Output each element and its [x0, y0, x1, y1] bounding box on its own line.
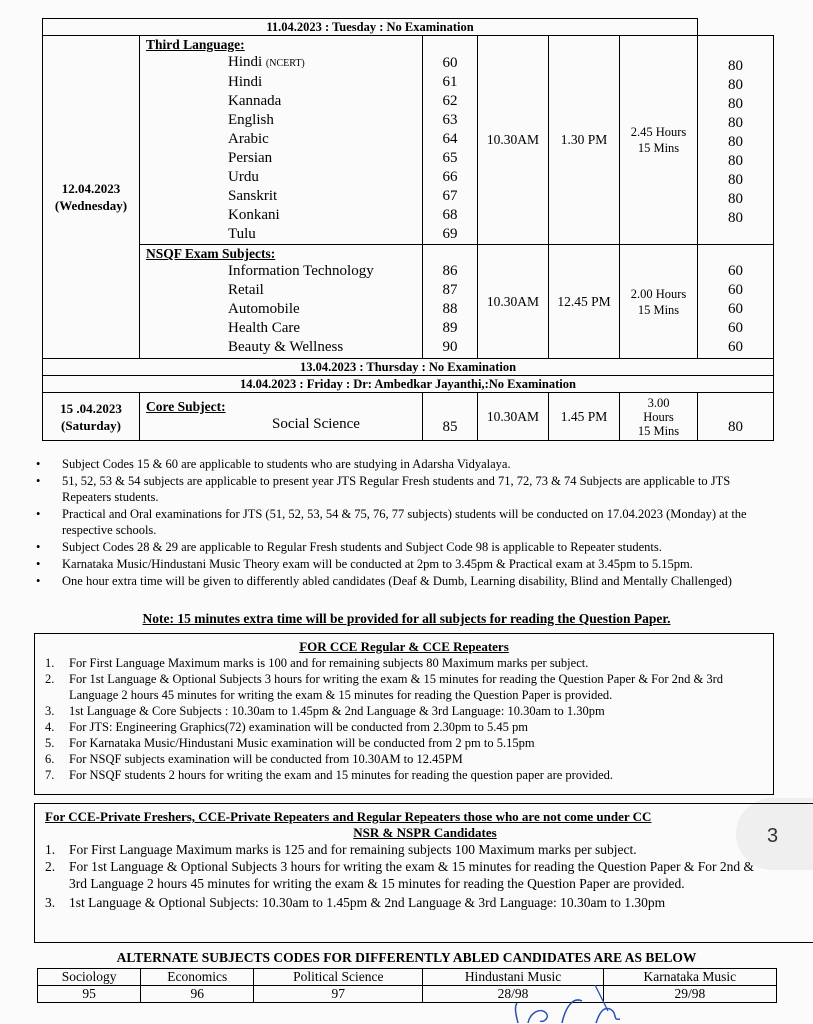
signature-scribble — [500, 985, 650, 1024]
core-subjects — [140, 393, 423, 441]
note-item: • Subject Codes 28 & 29 are applicable to Regular Fresh students and Subject Code 98 is applicable to Repeater students. — [36, 539, 776, 555]
max-marks: 80 — [728, 171, 743, 188]
rule-item: 2. For 1st Language & Optional Subjects 3 hours for writing the exam & 15 minutes for reading the Question Paper & For 2nd & 3rd Language 2 hours 45 minutes for writing the exam & 15 minutes for reading the Question Paper are provided. — [45, 859, 755, 891]
subject-name: Retail — [228, 282, 264, 298]
nsqf-duration: 2.00 Hours 15 Mins — [620, 245, 698, 359]
alternate-codes-table — [37, 968, 777, 1003]
alt-subject: Hindustani Music — [423, 969, 603, 986]
alt-subject: Economics — [141, 969, 254, 986]
alt-subject: Political Science — [254, 969, 423, 986]
nsqf-codes — [423, 245, 478, 359]
subject-name: Kannada — [228, 92, 282, 109]
subject-code: 88 — [442, 301, 458, 317]
subject-code: 69 — [442, 226, 458, 242]
alt-code: 28/98 — [423, 986, 603, 1003]
note-item: • 51, 52, 53 & 54 subjects are applicable to present year JTS Regular Fresh students and 71, 72, 73 & 74 Subjects are applicable to JTS Repeaters students. — [36, 473, 776, 505]
subject-name: Social Science — [272, 416, 360, 432]
rule-item: 5. For Karnataka Music/Hindustani Music examination will be conducted from 2 pm to 5.15pm — [45, 736, 535, 750]
page-number: 3 — [767, 825, 779, 847]
subject-code: 68 — [442, 207, 458, 223]
alt-code: 95 — [38, 986, 141, 1003]
subject-code: 89 — [442, 320, 458, 336]
subject-code: 87 — [442, 282, 458, 298]
core-start: 10.30AM — [478, 393, 549, 441]
subject-code: 63 — [442, 112, 458, 128]
nsqf-list — [140, 262, 422, 357]
alt-subject: Karnataka Music — [603, 969, 776, 986]
max-marks: 80 — [698, 393, 774, 441]
date-cell-15-04: 15 .04.2023 (Saturday) — [43, 393, 140, 441]
cce-private-subtitle: NSR & NSPR Candidates — [353, 825, 497, 840]
subject-name: Konkani — [228, 206, 280, 223]
alt-subject: Sociology — [38, 969, 141, 986]
max-marks: 80 — [728, 95, 743, 112]
max-marks: 80 — [728, 114, 743, 131]
cce-private-rules — [35, 841, 765, 911]
third-language-heading: Third Language: — [146, 36, 245, 52]
core-end: 1.45 PM — [549, 393, 620, 441]
max-marks: 80 — [728, 152, 743, 169]
subject-name: Urdu — [228, 168, 259, 185]
subject-code: 65 — [442, 150, 458, 166]
core-duration: 3.00 Hours 15 Mins — [620, 393, 698, 441]
rule-item: 3. 1st Language & Optional Subjects: 10.30am to 1.45pm & 2nd Language & 3rd Language: 10.30am to 1.30pm — [45, 895, 666, 910]
third-language-start: 10.30AM — [478, 36, 549, 245]
cce-private-box — [34, 803, 813, 943]
nsqf-marks — [698, 245, 774, 359]
note-item: • Karnataka Music/Hindustani Music Theory exam will be conducted at 2pm to 3.45pm & Practical exam at 3.45pm to 5.15pm. — [36, 556, 776, 572]
subject-name: Automobile — [228, 301, 300, 317]
third-language-codes — [423, 36, 478, 245]
third-language-subjects — [140, 36, 423, 245]
nsqf-subjects — [140, 245, 423, 359]
date-cell-12-04: 12.04.2023 (Wednesday) — [43, 36, 140, 359]
subject-code: 62 — [442, 93, 458, 109]
subject-name: Tulu — [228, 225, 256, 242]
rule-item: 2. For 1st Language & Optional Subjects 3 hours for writing the exam & 15 minutes for reading the Question Paper & For 2nd & 3rd Language 2 hours 45 minutes for writing the exam & 15 minutes for reading the Question Paper is provided. — [45, 672, 724, 702]
third-language-marks — [698, 36, 774, 245]
nsqf-heading: NSQF Exam Subjects: — [146, 246, 276, 261]
rule-item: 6. For NSQF subjects examination will be conducted from 10.30AM to 12.45PM — [45, 752, 463, 766]
subject-name: Hindi (NCERT) — [228, 53, 305, 70]
subject-code: 67 — [442, 188, 458, 204]
alternate-codes-heading: ALTERNATE SUBJECTS CODES FOR DIFFERENTLY ABLED CANDIDATES ARE AS BELOW — [116, 950, 697, 965]
subject-name: Arabic — [228, 130, 269, 147]
subject-code: 61 — [442, 74, 458, 90]
note-item: • Practical and Oral examinations for JTS (51, 52, 53, 54 & 75, 76, 77 subjects) students will be conducted on 17.04.2023 (Monday) at the respective schools. — [36, 506, 776, 538]
nsqf-start: 10.30AM — [478, 245, 549, 359]
notes-list — [36, 456, 776, 590]
exam-timetable — [42, 18, 774, 441]
subject-code: 60 — [442, 55, 458, 71]
subject-name: Sanskrit — [228, 187, 278, 204]
subject-name: Persian — [228, 149, 273, 166]
subject-code: 64 — [442, 131, 458, 147]
max-marks: 80 — [728, 190, 743, 207]
cce-regular-title: FOR CCE Regular & CCE Repeaters — [299, 639, 509, 654]
rule-item: 7. For NSQF students 2 hours for writing the exam and 15 minutes for reading the question paper are provided. — [45, 768, 613, 782]
subject-name: Information Technology — [228, 263, 374, 279]
cce-regular-rules — [35, 655, 773, 783]
note-item: • One hour extra time will be given to differently abled candidates (Deaf & Dumb, Learning disability, Blind and Mentally Challenged) — [36, 573, 776, 589]
no-exam-row-1: 11.04.2023 : Tuesday : No Examination — [43, 19, 698, 36]
subject-code: 90 — [442, 339, 458, 355]
max-marks: 80 — [728, 209, 743, 226]
cce-regular-box — [34, 633, 774, 795]
max-marks: 60 — [728, 263, 743, 279]
max-marks: 80 — [728, 76, 743, 93]
subject-code: 86 — [442, 263, 458, 279]
max-marks: 80 — [728, 57, 743, 74]
alt-code: 29/98 — [603, 986, 776, 1003]
subject-code: 66 — [442, 169, 458, 185]
alt-code: 97 — [254, 986, 423, 1003]
subject-name: Hindi — [228, 73, 263, 90]
subject-code: 85 — [423, 393, 478, 441]
third-language-duration: 2.45 Hours 15 Mins — [620, 36, 698, 245]
no-exam-row-3: 14.04.2023 : Friday : Dr: Ambedkar Jayanthi,:No Examination — [43, 376, 774, 393]
max-marks: 60 — [728, 282, 743, 298]
rule-item: 3. 1st Language & Core Subjects : 10.30am to 1.45pm & 2nd Language & 3rd Language: 10.30am to 1.30pm — [45, 704, 605, 718]
alt-code: 96 — [141, 986, 254, 1003]
max-marks: 80 — [728, 133, 743, 150]
subject-name: Beauty & Wellness — [228, 339, 344, 355]
reading-time-note: Note: 15 minutes extra time will be provided for all subjects for reading the Question Paper. — [142, 611, 671, 626]
third-language-list — [140, 53, 422, 244]
nsqf-end: 12.45 PM — [549, 245, 620, 359]
cce-private-title: For CCE-Private Freshers, CCE-Private Repeaters and Regular Repeaters those who are not come under CC — [45, 809, 652, 824]
max-marks: 60 — [728, 320, 743, 336]
note-item: • Subject Codes 15 & 60 are applicable to students who are studying in Adarsha Vidyalaya. — [36, 456, 776, 472]
max-marks: 60 — [728, 339, 743, 355]
subject-name: Health Care — [228, 320, 301, 336]
rule-item: 4. For JTS: Engineering Graphics(72) examination will be conducted from 2.30pm to 5.45 pm — [45, 720, 528, 734]
rule-item: 1. For First Language Maximum marks is 100 and for remaining subjects 80 Maximum marks per subject. — [45, 656, 589, 670]
rule-item: 1. For First Language Maximum marks is 125 and for remaining subjects 100 Maximum marks per subject. — [45, 842, 637, 857]
core-heading: Core Subject: — [146, 399, 226, 414]
subject-name: English — [228, 111, 274, 128]
no-exam-row-2: 13.04.2023 : Thursday : No Examination — [43, 359, 774, 376]
max-marks: 60 — [728, 301, 743, 317]
third-language-end: 1.30 PM — [549, 36, 620, 245]
